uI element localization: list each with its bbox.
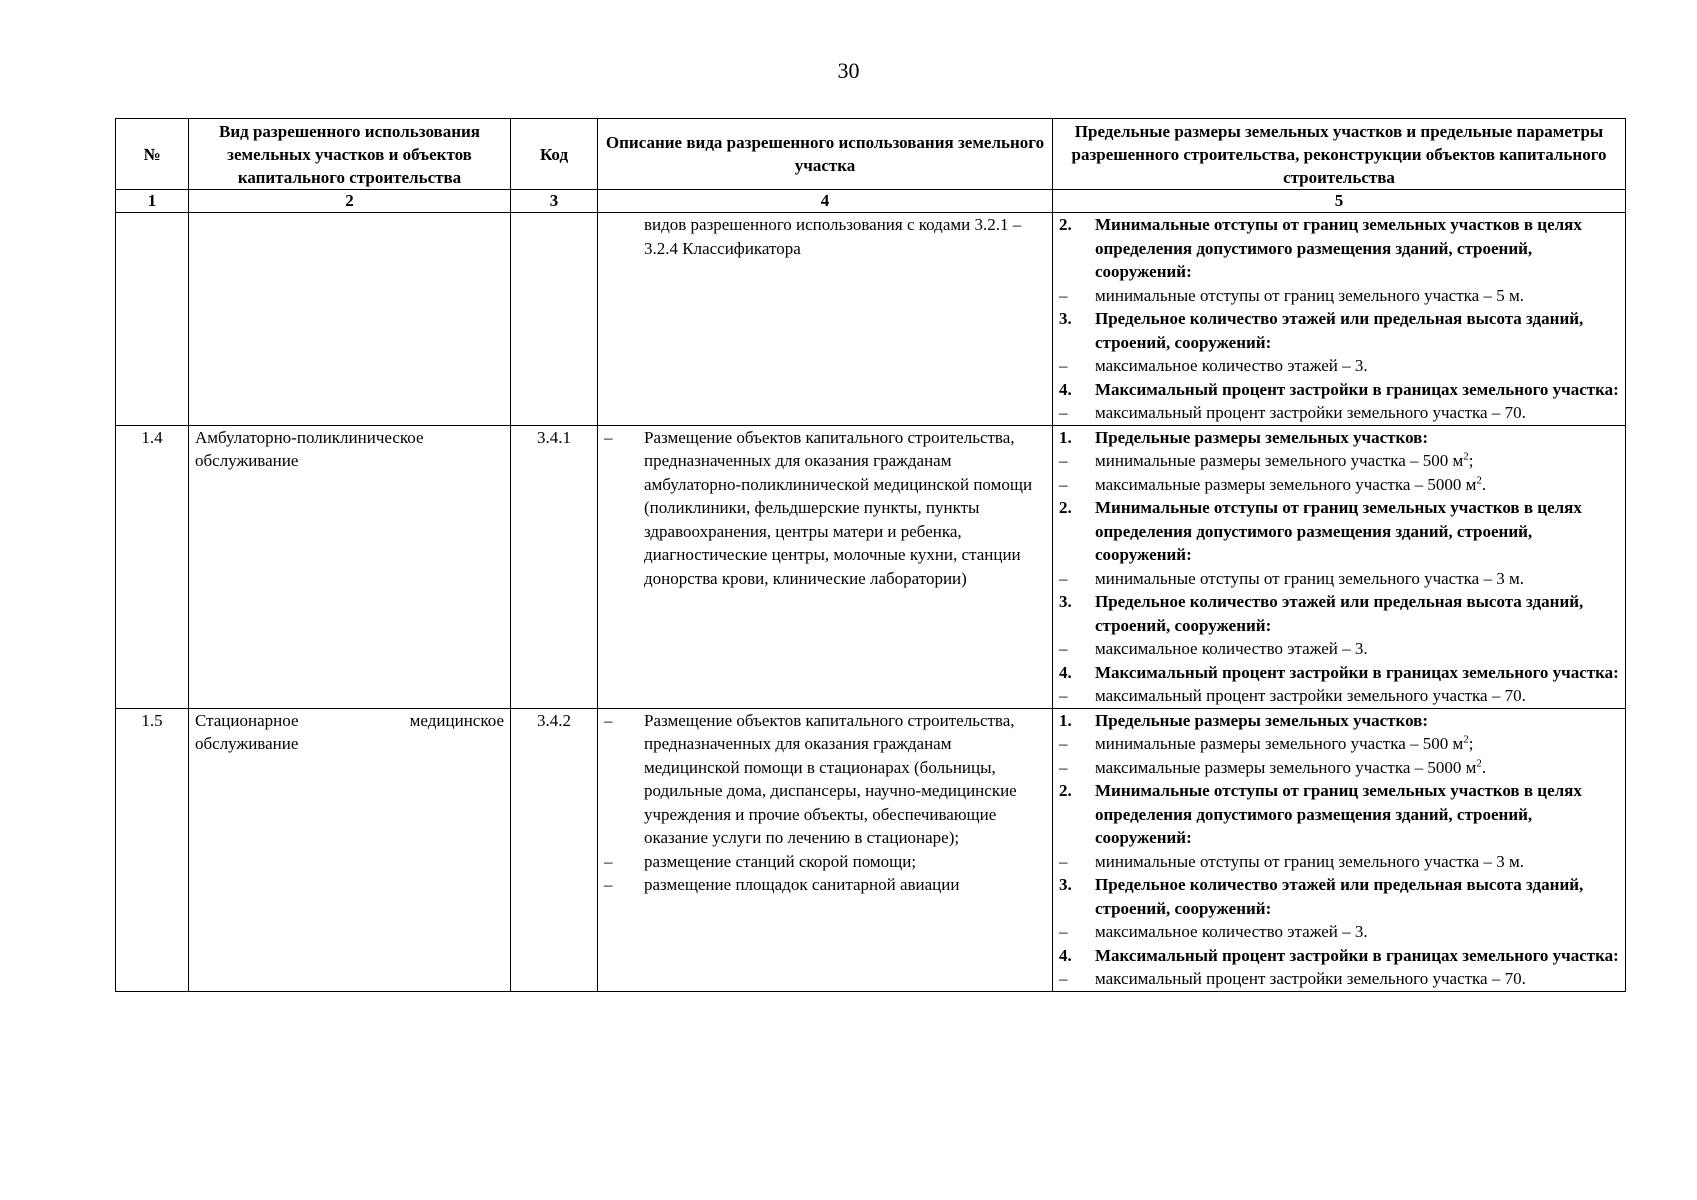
dash-marker: – xyxy=(604,851,613,871)
description-item: Размещение объектов капитального строительства, предназначенных для оказания гражданам амбулаторно-поликлинической медицинской помощи (поликлиники, фельдшерские пункты, пункты здравоохранения, центры матери и ребенка, диагностические центры, молочные кухни, станции донорства крови, клинические лаборатории) xyxy=(644,427,1033,588)
section-item: максимальный процент застройки земельного участка – 70. xyxy=(1095,686,1526,705)
section-number: 2. xyxy=(1059,498,1072,517)
dash-marker: – xyxy=(1059,686,1068,705)
header-parameters: Предельные размеры земельных участков и предельные параметры разрешенного строительства, реконструкции объектов капитального строительства xyxy=(1053,119,1626,190)
section-item: максимальный процент застройки земельного участка – 70. xyxy=(1095,403,1526,422)
section-item: минимальные отступы от границ земельного участка – 3 м. xyxy=(1095,568,1524,588)
dash-marker: – xyxy=(604,427,613,447)
row-description xyxy=(598,708,1053,991)
section-number: 3. xyxy=(1059,875,1072,894)
section-title: Максимальный процент застройки в границах земельного участка: xyxy=(1095,379,1619,399)
dash-marker: – xyxy=(1059,356,1068,375)
table-row xyxy=(116,708,1626,991)
section-number: 1. xyxy=(1059,427,1072,447)
dash-marker: – xyxy=(1059,451,1068,470)
section-item: максимальные размеры земельного участка – 5000 $м^2$. xyxy=(1095,756,1487,777)
description-item: размещение площадок санитарной авиации xyxy=(644,875,960,894)
row-parameters xyxy=(1053,213,1626,426)
row-number: 1.4 xyxy=(116,425,189,708)
dash-marker: – xyxy=(1059,734,1068,753)
description-item: размещение станций скорой помощи; xyxy=(644,851,917,871)
section-title: Минимальные отступы от границ земельных участков в целях определения допустимого размещения зданий, строений, сооружений: xyxy=(1095,498,1582,564)
dash-marker: – xyxy=(1059,757,1068,777)
section-title: Максимальный процент застройки в границах земельного участка: xyxy=(1095,662,1619,682)
row-number: 1.5 xyxy=(116,708,189,991)
section-item: минимальные отступы от границ земельного участка – 5 м. xyxy=(1095,285,1524,305)
column-number: 3 xyxy=(511,190,598,213)
column-number: 1 xyxy=(116,190,189,213)
column-number-row xyxy=(116,190,1626,213)
dash-marker: – xyxy=(604,875,613,894)
section-title: Предельное количество этажей или предельная высота зданий, строений, сооружений: xyxy=(1095,592,1584,635)
row-number xyxy=(116,213,189,426)
section-number: 1. xyxy=(1059,710,1072,730)
row-description xyxy=(598,213,1053,426)
description-continuation: видов разрешенного использования с кодами 3.2.1 – 3.2.4 Классификатора xyxy=(644,215,1022,258)
row-parameters xyxy=(1053,708,1626,991)
dash-marker: – xyxy=(1059,851,1068,871)
header-description: Описание вида разрешенного использования земельного участка xyxy=(598,119,1053,190)
dash-marker: – xyxy=(1059,568,1068,588)
column-number: 5 xyxy=(1053,190,1626,213)
section-number: 3. xyxy=(1059,309,1072,328)
section-item: максимальный процент застройки земельного участка – 70. xyxy=(1095,969,1526,988)
section-number: 4. xyxy=(1059,945,1072,965)
section-item: максимальные размеры земельного участка – 5000 $м^2$. xyxy=(1095,473,1487,494)
dash-marker: – xyxy=(1059,969,1068,988)
header-use-type: Вид разрешенного использования земельных участков и объектов капитального строительства xyxy=(189,119,511,190)
row-code: 3.4.1 xyxy=(511,425,598,708)
table-header-row xyxy=(116,119,1626,190)
header-code: Код xyxy=(511,119,598,190)
section-title: Предельные размеры земельных участков: xyxy=(1095,710,1429,730)
section-item: минимальные размеры земельного участка – 500 $м^2$; xyxy=(1095,733,1474,753)
column-number: 4 xyxy=(598,190,1053,213)
section-item: максимальное количество этажей – 3. xyxy=(1095,639,1368,658)
header-number: № xyxy=(116,119,189,190)
dash-marker: – xyxy=(1059,403,1068,422)
table-row xyxy=(116,425,1626,708)
section-number: 3. xyxy=(1059,592,1072,611)
row-use-type xyxy=(189,213,511,426)
row-code xyxy=(511,213,598,426)
section-number: 4. xyxy=(1059,379,1072,399)
dash-marker: – xyxy=(1059,474,1068,494)
row-use-type: Амбулаторно-поликлиническое обслуживание xyxy=(189,425,511,708)
row-parameters xyxy=(1053,425,1626,708)
dash-marker: – xyxy=(1059,285,1068,305)
section-title: Минимальные отступы от границ земельных участков в целях определения допустимого размещения зданий, строений, сооружений: xyxy=(1095,215,1582,281)
section-item: минимальные отступы от границ земельного участка – 3 м. xyxy=(1095,851,1524,871)
section-title: Предельное количество этажей или предельная высота зданий, строений, сооружений: xyxy=(1095,309,1584,352)
dash-marker: – xyxy=(604,710,613,730)
column-number: 2 xyxy=(189,190,511,213)
table-row xyxy=(116,213,1626,426)
page-number: 30 xyxy=(837,58,860,83)
section-number: 2. xyxy=(1059,781,1072,800)
section-item: максимальное количество этажей – 3. xyxy=(1095,922,1368,941)
section-title: Предельные размеры земельных участков: xyxy=(1095,427,1429,447)
section-item: минимальные размеры земельного участка – 500 $м^2$; xyxy=(1095,450,1474,470)
section-title: Предельное количество этажей или предельная высота зданий, строений, сооружений: xyxy=(1095,875,1584,918)
regulations-table xyxy=(115,118,1626,992)
section-title: Минимальные отступы от границ земельных участков в целях определения допустимого размещения зданий, строений, сооружений: xyxy=(1095,781,1582,847)
section-item: максимальное количество этажей – 3. xyxy=(1095,356,1368,375)
dash-marker: – xyxy=(1059,922,1068,941)
section-number: 2. xyxy=(1059,215,1072,234)
section-title: Максимальный процент застройки в границах земельного участка: xyxy=(1095,945,1619,965)
dash-marker: – xyxy=(1059,639,1068,658)
description-item: Размещение объектов капитального строительства, предназначенных для оказания гражданам медицинской помощи в стационарах (больницы, родильные дома, диспансеры, научно-медицинские учреждения и прочие объекты, обеспечивающие оказание услуги по лечению в стационаре); xyxy=(644,710,1017,847)
row-description xyxy=(598,425,1053,708)
section-number: 4. xyxy=(1059,662,1072,682)
row-code: 3.4.2 xyxy=(511,708,598,991)
row-use-type: Стационарное медицинское обслуживание xyxy=(189,708,511,991)
